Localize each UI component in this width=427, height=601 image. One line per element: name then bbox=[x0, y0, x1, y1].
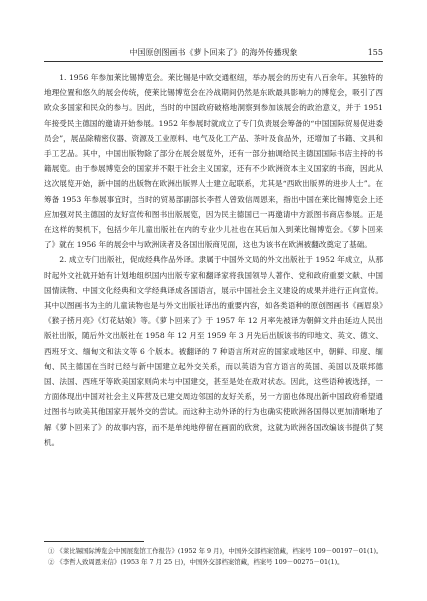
paragraph-2: 2. 成立专门出版社，促成经典作品外译。隶属于中国外文局的外文出版社于 1952 年成立，从那时起外文社就开始有计划地组织国内出版专家和翻译家将我国领导人著作、党和政府重要文献、中国国情读物、中国文化经典和文学经典译成各国语言，展示中国社会主义建设的成果并进行正向宣传。其中以图画书为主的儿童读物也是与外文出版社译出的重要内容，如各类语种的原创图画书《画眉泉》《猴子捞月亮》《灯花姑娘》等。《萝卜回来了》于 1957 年 12 月率先被译为朝鲜文并由延边人民出版社出版，随后外文出版社在 1958 年 12 月至 1959 年 3 月先后出版该书的印地文、英文、德文、西班牙文、缅甸文和法文等 6 个版本。被翻译的 7 种语言所对应的国家或地区中，朝鲜、印度、缅甸、民主德国在当时已经与新中国建立起外交关系，而以英语为官方语言的英国、美国以及联邦德国、法国、西班牙等欧美国家则尚未与中国建交，甚至是处在敌对状态。因此，这些语种被选择，一方面体现出中国对社会主义阵营及已建交周边邻国的友好关系，另一方面也体现出新中国政府希望通过图书与欧美其他国家开展外交的尝试。而这种主动外译的行为也确实使欧洲各国得以更加清晰地了解《萝卜回来了》的故事内容，而不是单纯地停留在画面的欣赏，这就为欧洲各国改编该书提供了契机。 bbox=[44, 255, 383, 447]
running-head bbox=[44, 46, 383, 60]
footnote-rule bbox=[44, 541, 144, 542]
footnote-2: ② 《李哲人致周恩来信》(1953 年 7 月 25 日)，中国外交部档案馆藏，档案号 109－00275－01(1)。 bbox=[48, 558, 344, 566]
footnote-1: ① 《莱比锡国际博览会中国展览馆工作报告》(1952 年 9 月)，中国外交部档案馆藏，档案号 109－00197－01(1)。 bbox=[48, 547, 383, 555]
page-number: 155 bbox=[367, 48, 383, 57]
body-text bbox=[44, 70, 383, 450]
header-rule bbox=[44, 61, 383, 62]
running-title: 中国原创图画书《萝卜回来了》的海外传播现象 bbox=[129, 48, 298, 57]
footnotes bbox=[44, 546, 383, 568]
paragraph-1: 1. 1956 年参加莱比锡博览会。莱比锡是中欧交通枢纽，举办展会的历史有八百余年。其独特的地理位置和悠久的展会传统，使莱比锡博览会在冷战期间仍然是东欧最具影响力的博览会，吸引了西欧众多国家和民众的参与。因此，当时的中国政府破格地洞察到参加该展会的政治意义，并于 1951 年接受民主德国的邀请开始参展。1952 年参展时就成立了专门负责展会筹备的“中国国际贸易促进委员会”，展品除精密仪器、资源及工业原料、电气及化工产品、茶叶及食品外，还增加了书籍、文具和手工艺品。其中，中国出版物除了部分在展会展览外，还有一部分抽调给民主德国国际书店主持的书籍展览。由于参展博览会的国家并不限于社会主义国家，还有不少欧洲资本主义国家的书商，因此从这次展览开始，新中国的出版物在欧洲出版界人士建立起联系，尤其是“西欧出版界的进步人士”。在筹备 1953 年参展事宜时，当时的贸易部副部长李哲人曾致信周恩来，指出中国在莱比锡博览会上还应加强对民主德国的友好宣传和图书出版展览，因为民主德国已一再邀请中方派图书商店参展。正是在这样的契机下，包括少年儿童出版社在内的专业少儿社也在其后加入到莱比锡博览会。《萝卜回来了》就在 1956 年的展会中与欧洲读者及各国出版商见面，这也为该书在欧洲被翻改奠定了基础。 bbox=[44, 73, 383, 250]
